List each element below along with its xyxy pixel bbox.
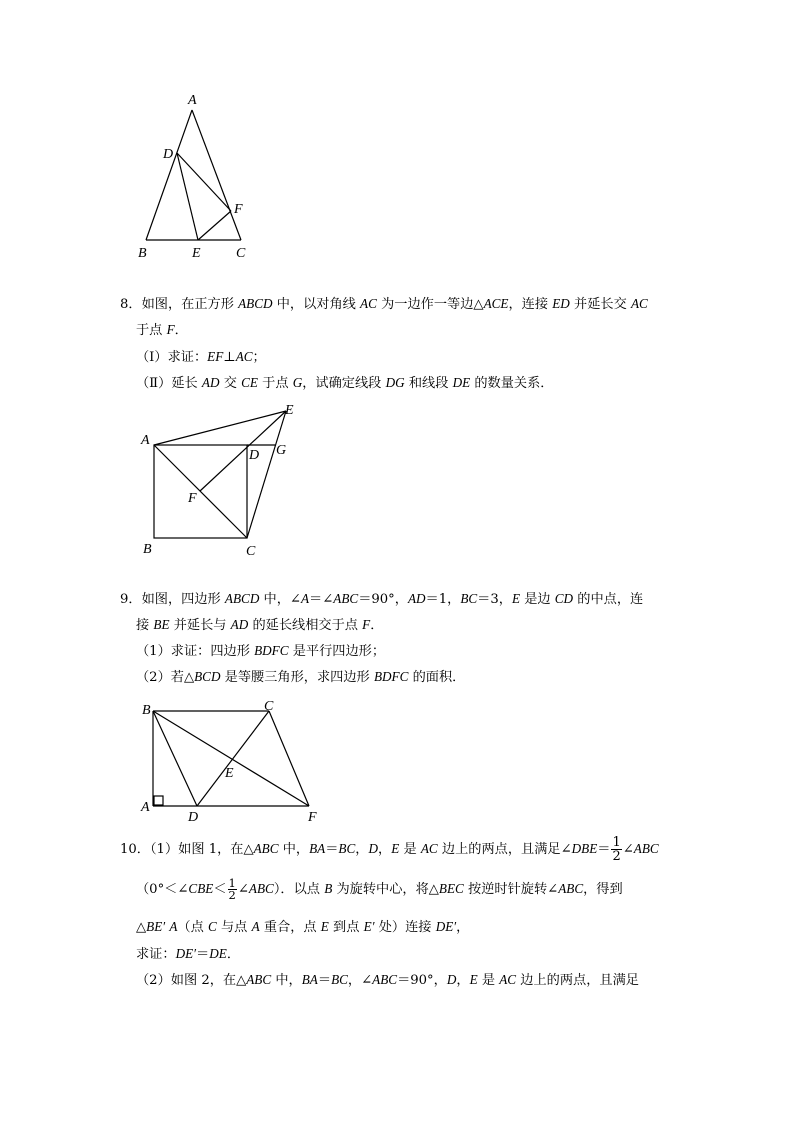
segment-df xyxy=(177,153,231,211)
label-b: B xyxy=(143,542,152,557)
q8-line-2: 于点 F． xyxy=(136,322,188,338)
figure-q9-svg xyxy=(136,698,336,828)
label-c: C xyxy=(246,544,256,559)
label-e: E xyxy=(192,246,201,261)
q10-line-1: 10．（1）如图 1，在△ABC 中，BA＝BC，D，E 是 AC 边上的两点，且满足∠DBE＝ $\frac{1}{2}$ ∠ABC xyxy=(120,835,659,864)
figure-q7-svg xyxy=(130,90,290,265)
segment-cf xyxy=(269,711,309,806)
label-a: A xyxy=(141,433,150,448)
q9-part-1: （1）求证：四边形 BDFC 是平行四边形； xyxy=(136,643,386,659)
segment-ef xyxy=(198,211,231,240)
figure-q8-svg xyxy=(135,398,305,563)
q9-line-2: 接 BE 并延长与 AD 的延长线相交于点 F． xyxy=(136,617,384,633)
label-b: B xyxy=(142,703,151,718)
label-b: B xyxy=(138,246,147,261)
q8-line-1: 8．如图，在正方形 ABCD 中，以对角线 AC 为一边作一等边△ACE，连接 ED 并延长交 AC xyxy=(120,296,648,312)
label-c: C xyxy=(264,699,274,714)
q10-line-2: （0°＜∠CBE＜ $\frac{1}{2}$ ∠ABC）．以点 B 为旋转中心，将△BEC 按逆时针旋转∠ABC，得到 xyxy=(136,876,623,902)
q10-line-3: △BE′ A（点 C 与点 A 重合，点 E 到点 E′ 处）连接 DE′， xyxy=(136,919,470,935)
segment-ae xyxy=(154,411,286,445)
figure-q7 xyxy=(130,90,290,265)
label-e: E xyxy=(285,403,294,418)
label-f: F xyxy=(188,491,197,506)
label-f: F xyxy=(234,202,243,217)
segment-ce xyxy=(247,411,286,538)
diagonal-ac xyxy=(154,445,247,538)
label-c: C xyxy=(236,246,246,261)
segment-ac xyxy=(192,110,241,240)
q8-part-2: （Ⅱ）延长 AD 交 CE 于点 G，试确定线段 DG 和线段 DE 的数量关系． xyxy=(136,375,554,391)
label-f: F xyxy=(308,810,317,825)
label-d: D xyxy=(163,147,174,162)
q10-line-4: 求证：DE′＝DE． xyxy=(136,946,240,962)
right-angle-marker xyxy=(154,796,163,805)
label-a: A xyxy=(188,93,197,108)
segment-bf xyxy=(153,711,309,806)
segment-bd xyxy=(153,711,197,806)
segment-de xyxy=(177,153,198,240)
q9-part-2: （2）若△BCD 是等腰三角形，求四边形 BDFC 的面积． xyxy=(136,669,466,685)
label-a: A xyxy=(141,800,150,815)
label-d: D xyxy=(188,810,199,825)
fraction-half-small: $\frac{1}{2}$ xyxy=(228,876,236,902)
segment-ab xyxy=(146,110,192,240)
figure-q8 xyxy=(135,398,305,563)
label-g: G xyxy=(276,443,287,458)
q8-part-1: （Ⅰ）求证：EF⊥AC； xyxy=(136,349,266,365)
q10-part-2: （2）如图 2，在△ABC 中，BA＝BC，∠ABC＝90°，D，E 是 AC 边上的两点，且满足 xyxy=(136,972,639,988)
label-e: E xyxy=(225,766,234,781)
label-d: D xyxy=(249,448,260,463)
figure-q9 xyxy=(136,698,336,828)
fraction-half: $\frac{1}{2}$ xyxy=(612,835,621,864)
q9-line-1: 9．如图，四边形 ABCD 中，∠A＝∠ABC＝90°，AD＝1，BC＝3，E 是边 CD 的中点，连 xyxy=(120,591,644,607)
segment-cd xyxy=(197,711,269,806)
